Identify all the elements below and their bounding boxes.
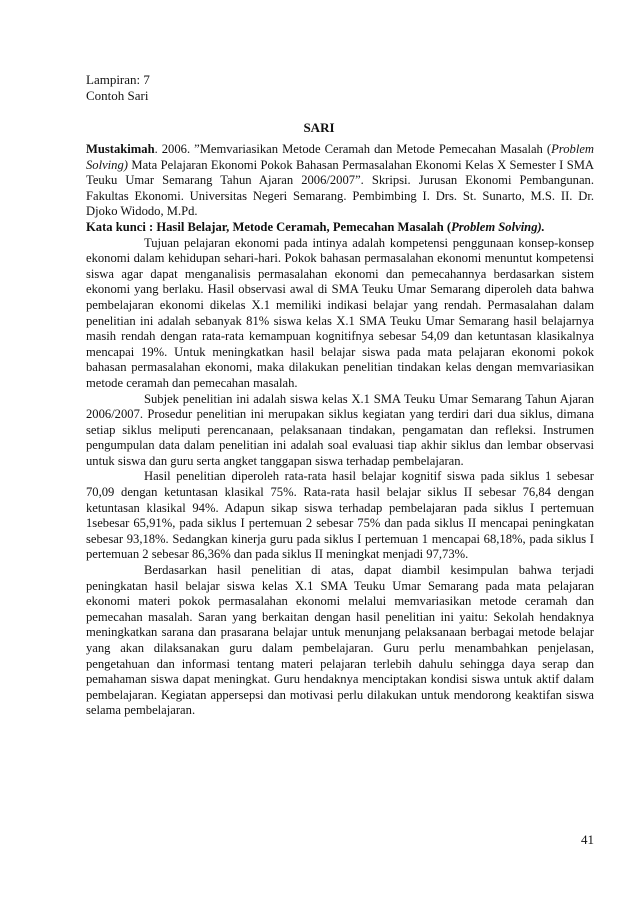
bibliographic-reference	[86, 142, 594, 220]
page-number: 41	[581, 832, 594, 847]
page-header	[86, 72, 150, 104]
keywords-line	[86, 220, 594, 236]
paragraph-4: Berdasarkan hasil penelitian di atas, dapat diambil kesimpulan bahwa terjadi peningkatan hasil belajar siswa kelas X.1 SMA Teuku Umar Semarang pada mata pelajaran ekonomi materi pokok permasalahan ekonomi melalui memvariasikan metode ceramah dan pemecahan masalah. Saran yang berkaitan dengan hasil penelitian ini yaitu: Sekolah hendaknya meningkatkan sarana dan prasarana belajar untuk menunjang pelaksanaan berbagai metode belajar yang akan dilaksanakan guru dalam pembelajaran. Guru perlu menambahkan penjelasan, pengetahuan dan informasi tentang materi pelajaran terlebih dahulu sehingga daya serap dan pemahaman siswa dapat meningkat. Guru hendaknya menciptakan kondisi siswa untuk aktif dalam pembelajaran. Kegiatan appersepsi dan motivasi perlu dilakukan untuk mendorong keaktifan siswa selama pembelajaran.	[86, 563, 594, 718]
reference-text-end: Mata Pelajaran Ekonomi Pokok Bahasan Permasalahan Ekonomi Kelas X Semester I SMA Teuku Umar Semarang Tahun Ajaran 2006/2007”. Skripsi. Jurusan Ekonomi Pembangunan. Fakultas Ekonomi. Universitas Negeri Semarang. Pembimbing I. Drs. St. Sunarto, M.S. II. Dr. Djoko Widodo, M.Pd.	[86, 157, 594, 219]
keywords-text: Kata kunci : Hasil Belajar, Metode Ceramah, Pemecahan Masalah (	[86, 219, 452, 234]
reference-text-start: . 2006. ”Memvariasikan Metode Ceramah dan Metode Pemecahan Masalah (	[154, 142, 552, 156]
reference-author: Mustakimah	[86, 142, 155, 156]
paragraph-2: Subjek penelitian ini adalah siswa kelas X.1 SMA Teuku Umar Semarang Tahun Ajaran 2006/2007. Prosedur penelitian ini merupakan siklus kegiatan yang terdiri dari dua siklus, dimana setiap siklus meliputi perencanaan, pelaksanaan tindakan, pengamatan dan refleksi. Instrumen pengumpulan data dalam penelitian ini adalah soal evaluasi tiap akhir siklus dan lembar observasi untuk siswa dan guru serta angket tanggapan siswa terhadap pembelajaran.	[86, 391, 594, 468]
paragraph-3: Hasil penelitian diperoleh rata-rata hasil belajar kognitif siswa pada siklus 1 sebesar 70,09 dengan ketuntasan klasikal 75%. Rata-rata hasil belajar siklus II sebesar 76,84 dengan ketuntasan klasikal 94%. Adapun sikap siswa terhadap pembelajaran pada siklus I pertemuan 1sebesar 65,91%, pada siklus I pertemuan 2 sebesar 75% dan pada siklus II mencapai peningkatan sebesar 93,18%. Sedangkan kinerja guru pada siklus I pertemuan 1 mencapai 68,18%, pada siklus I pertemuan 2 sebesar 86,36% dan pada siklus II meningkat menjadi 97,73%.	[86, 469, 594, 562]
keywords-italic: Problem Solving).	[451, 219, 545, 234]
attachment-label: Lampiran: 7	[86, 72, 150, 87]
example-label: Contoh Sari	[86, 88, 149, 103]
page-title: SARI	[303, 120, 335, 135]
document-body	[86, 142, 594, 719]
paragraph-1: Tujuan pelajaran ekonomi pada intinya adalah kompetensi penggunaan konsep-konsep ekonomi dalam kehidupan sehari-hari. Pokok bahasan permasalahan ekonomi menuntut kompetensi siswa agar dapat menganalisis permasalahan ekonomi dan pemecahannya berdasarkan sistem ekonomi yang berlaku. Hasil observasi awal di SMA Teuku Umar Semarang diperoleh data bahwa pembelajaran ekonomi dikelas X.1 memiliki indikasi belajar yang rendah. Permasalahan dalam penelitian ini adalah sebanyak 81% siswa kelas X.1 SMA Teuku Umar Semarang hasil belajarnya masih rendah dengan rata-rata kemampuan kognitifnya sebesar 54,09 dan ketuntasan klasikalnya mencapai 19%. Untuk meningkatkan hasil belajar siswa pada mata pelajaran ekonomi pokok bahasan permasalahan ekonomi, maka dilakukan penelitian tindakan kelas dengan memvariasikan metode ceramah dan pemecahan masalah.	[86, 235, 594, 390]
reference-italic: Problem Solving)	[86, 142, 594, 172]
